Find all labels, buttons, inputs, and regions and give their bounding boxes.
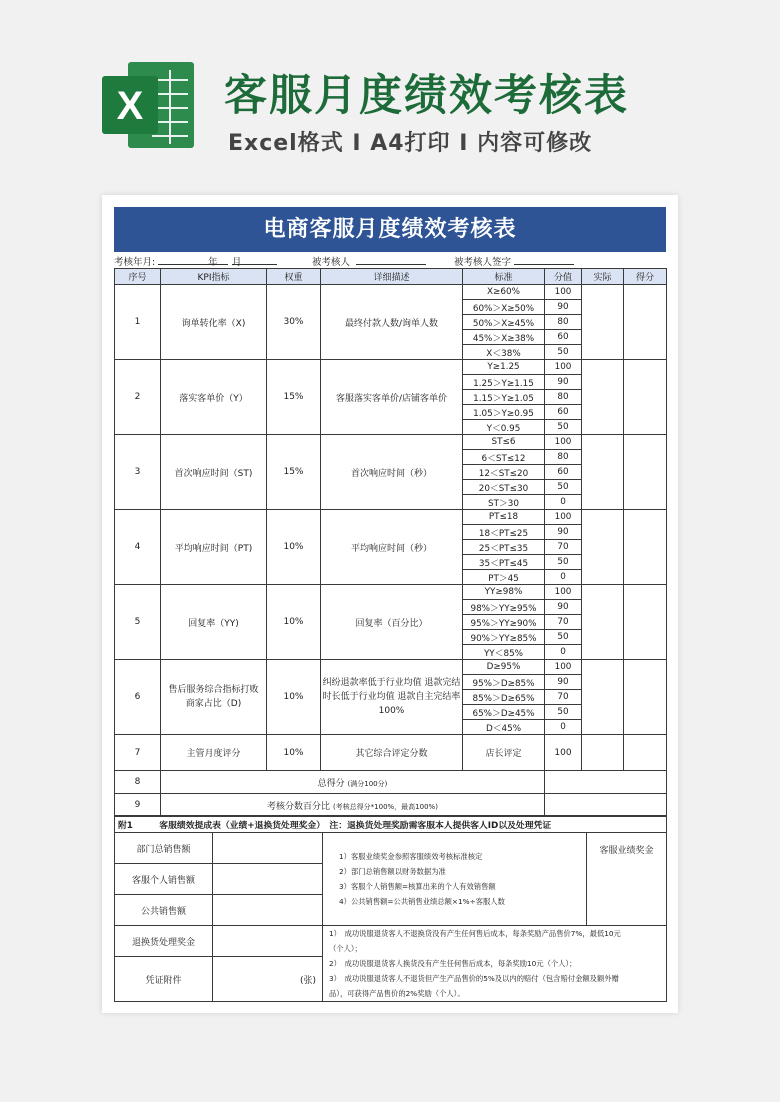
column-header: KPI指标 [161,269,267,285]
actual-cell[interactable] [582,435,624,510]
score-value-cell: 50 [545,420,582,435]
score-value-cell: 50 [545,705,582,720]
standard-cell: 20＜ST≤30 [463,480,545,495]
score-value-cell: 100 [545,585,582,600]
table-row [115,510,667,525]
assessee-sign-label: 被考核人签字 [454,257,512,268]
standard-cell: 1.15＞Y≥1.05 [463,390,545,405]
appendix-notes-1 [323,833,587,926]
standard-cell: 98%＞YY≥95% [463,600,545,615]
standard-cell: 35＜PT≤45 [463,555,545,570]
appendix-table [114,815,667,1002]
note-line: 3）客服个人销售额=核算出来的个人有效销售额 [339,882,496,891]
actual-cell[interactable] [582,585,624,660]
score-value-cell: 90 [545,675,582,690]
kpi-desc: 平均响应时间（秒） [321,510,463,585]
score-value-cell: 60 [545,405,582,420]
score-cell[interactable] [624,585,667,660]
kpi-table [114,268,667,817]
appendix-input-cell[interactable] [213,926,323,957]
standard-cell: 25＜PT≤35 [463,540,545,555]
kpi-weight: 15% [267,360,321,435]
standard-cell: 45%＞X≥38% [463,330,545,345]
score-value-cell: 0 [545,645,582,660]
standard-cell: D＜45% [463,720,545,735]
score-value-cell: 90 [545,300,582,315]
kpi-name: 询单转化率（X) [161,285,267,360]
kpi-desc: 首次响应时间（秒） [321,435,463,510]
document-sheet [102,195,678,1013]
kpi-no: 5 [115,585,161,660]
score-value-cell: 0 [545,570,582,585]
standard-cell: 50%＞X≥45% [463,315,545,330]
column-header: 标准 [463,269,545,285]
row8-label-cell [161,771,545,794]
score-cell[interactable] [624,660,667,735]
score-cell[interactable] [624,435,667,510]
score-value-cell: 100 [545,285,582,300]
appendix-heading: 附1 客服绩效提成表（业绩+退换货处理奖金） 注：退换货处理奖励需客服本人提供客人ID以及处理凭证 [115,816,667,833]
score-cell[interactable] [624,510,667,585]
score-value-cell: 90 [545,525,582,540]
row8-label: 总得分 [317,778,345,789]
table-header-row [115,269,667,285]
assessee-sign-field[interactable] [514,254,574,265]
kpi-no: 1 [115,285,161,360]
standard-cell: 85%＞D≥65% [463,690,545,705]
page-subtitle: Excel格式 I A4打印 I 内容可修改 [228,131,593,156]
actual-cell[interactable] [582,735,624,771]
score-value-cell: 100 [545,435,582,450]
appendix-label: 公共销售额 [115,895,213,926]
kpi-weight: 30% [267,285,321,360]
appendix-label: 退换货处理奖金 [115,926,213,957]
column-header: 详细描述 [321,269,463,285]
kpi-name: 平均响应时间（PT) [161,510,267,585]
total-score-cell[interactable] [545,771,667,794]
standard-cell: X≥60% [463,285,545,300]
standard-cell: ST＞30 [463,495,545,510]
score-value-cell: 70 [545,540,582,555]
appendix-input-cell[interactable] [213,833,323,864]
row9-no: 9 [115,794,161,817]
score-value-cell: 70 [545,615,582,630]
row9-label-cell [161,794,545,817]
appendix-input-cell[interactable] [213,895,323,926]
appendix-notes-2 [323,926,667,1002]
kpi-no: 2 [115,360,161,435]
standard-cell: 6＜ST≤12 [463,450,545,465]
score-value-cell: 50 [545,630,582,645]
voucher-count-cell[interactable]: (张) [213,957,323,1002]
assessee-label: 被考核人 [312,257,351,268]
column-header: 序号 [115,269,161,285]
score-value-cell: 90 [545,600,582,615]
kpi-name: 售后服务综合指标打败商家占比（D) [161,660,267,735]
assess-month-label: 考核年月: [114,257,156,268]
row7-desc: 其它综合评定分数 [321,735,463,771]
row9-note: (考核总得分*100%，最高100%) [332,802,438,811]
sheet-title: 电商客服月度绩效考核表 [114,207,666,252]
row7-weight: 10% [267,735,321,771]
table-row [115,435,667,450]
column-header: 权重 [267,269,321,285]
table-row [115,360,667,375]
appendix-label: 凭证附件 [115,957,213,1002]
note-line: （个人）； [329,944,362,953]
actual-cell[interactable] [582,510,624,585]
bonus-label: 客服业绩奖金 [587,833,667,926]
logo-letter: X [116,84,144,128]
score-value-cell: 100 [545,360,582,375]
note-line: 3） 成功说服退货客人不退货但产生产品售价的5%及以内的赔付（包含赔付金额及额外赠 [329,974,619,983]
kpi-weight: 10% [267,660,321,735]
standard-cell: 65%＞D≥45% [463,705,545,720]
standard-cell: Y≥1.25 [463,360,545,375]
year-label: 年 [208,257,218,268]
kpi-name: 落实客单价（Y） [161,360,267,435]
score-value-cell: 80 [545,450,582,465]
note-line: 2）部门总销售额以财务数据为准 [339,867,446,876]
excel-logo-icon [100,56,196,154]
score-value-cell: 0 [545,495,582,510]
table-row [115,771,667,794]
score-value-cell: 90 [545,375,582,390]
month-label: 月 [232,257,242,268]
kpi-desc: 客服落实客单价/店铺客单价 [321,360,463,435]
page-title: 客服月度绩效考核表 [224,71,629,121]
standard-cell: Y＜0.95 [463,420,545,435]
score-cell[interactable] [624,285,667,360]
table-row [115,285,667,300]
score-value-cell: 50 [545,480,582,495]
standard-cell: PT＞45 [463,570,545,585]
score-value-cell: 80 [545,315,582,330]
score-value-cell: 100 [545,510,582,525]
score-value-cell: 0 [545,720,582,735]
score-cell[interactable] [624,735,667,771]
standard-cell: YY≥98% [463,585,545,600]
row7-std: 店长评定 [463,735,545,771]
column-header: 得分 [624,269,667,285]
column-header: 实际 [582,269,624,285]
note-line: 1） 成功说服退货客人不退换货没有产生任何售后成本，每条奖励产品售价7%，最低10元 [329,929,621,938]
score-cell[interactable] [624,360,667,435]
header [0,0,780,190]
standard-cell: 60%＞X≥50% [463,300,545,315]
row8-note: (满分100分) [347,779,388,788]
kpi-weight: 10% [267,585,321,660]
kpi-weight: 15% [267,435,321,510]
kpi-name: 回复率（YY) [161,585,267,660]
column-header: 分值 [545,269,582,285]
score-value-cell: 60 [545,465,582,480]
score-value-cell: 50 [545,345,582,360]
standard-cell: 95%＞D≥85% [463,675,545,690]
kpi-desc: 最终付款人数/询单人数 [321,285,463,360]
standard-cell: PT≤18 [463,510,545,525]
note-line: 2） 成功说服退货客人换货没有产生任何售后成本，每条奖励10元（个人）； [329,959,577,968]
kpi-desc: 纠纷退款率低于行业均值 退款完结时长低于行业均值 退款自主完结率100% [321,660,463,735]
score-value-cell: 100 [545,660,582,675]
meta-row [114,254,666,268]
kpi-no: 3 [115,435,161,510]
row9-label: 考核分数百分比 [267,801,331,812]
assessee-field[interactable] [356,254,426,265]
note-line: 4）公共销售额=公共销售业绩总额×1%÷客服人数 [339,897,505,906]
standard-cell: 12＜ST≤20 [463,465,545,480]
percent-score-cell[interactable] [545,794,667,817]
appendix-label: 客服个人销售额 [115,864,213,895]
row8-no: 8 [115,771,161,794]
kpi-desc: 回复率（百分比） [321,585,463,660]
score-value-cell: 80 [545,390,582,405]
standard-cell: ST≤6 [463,435,545,450]
note-line: 品），可获得产品售价的2%奖励（个人）。 [329,989,465,998]
row7-no: 7 [115,735,161,771]
actual-cell[interactable] [582,360,624,435]
standard-cell: D≥95% [463,660,545,675]
kpi-weight: 10% [267,510,321,585]
standard-cell: X＜38% [463,345,545,360]
standard-cell: YY＜85% [463,645,545,660]
score-value-cell: 60 [545,330,582,345]
kpi-name: 首次响应时间（ST) [161,435,267,510]
actual-cell[interactable] [582,285,624,360]
table-row [115,735,667,771]
standard-cell: 90%＞YY≥85% [463,630,545,645]
note-line: 1）客服业绩奖金参照客服绩效考核标准核定 [339,852,483,861]
standard-cell: 1.05＞Y≥0.95 [463,405,545,420]
kpi-no: 6 [115,660,161,735]
appendix-input-cell[interactable] [213,864,323,895]
table-row [115,660,667,675]
appendix-label: 部门总销售额 [115,833,213,864]
table-row [115,794,667,817]
table-row [115,585,667,600]
row7-value: 100 [545,735,582,771]
kpi-no: 4 [115,510,161,585]
score-value-cell: 50 [545,555,582,570]
standard-cell: 95%＞YY≥90% [463,615,545,630]
actual-cell[interactable] [582,660,624,735]
standard-cell: 18＜PT≤25 [463,525,545,540]
row7-name: 主管月度评分 [161,735,267,771]
score-value-cell: 70 [545,690,582,705]
standard-cell: 1.25＞Y≥1.15 [463,375,545,390]
